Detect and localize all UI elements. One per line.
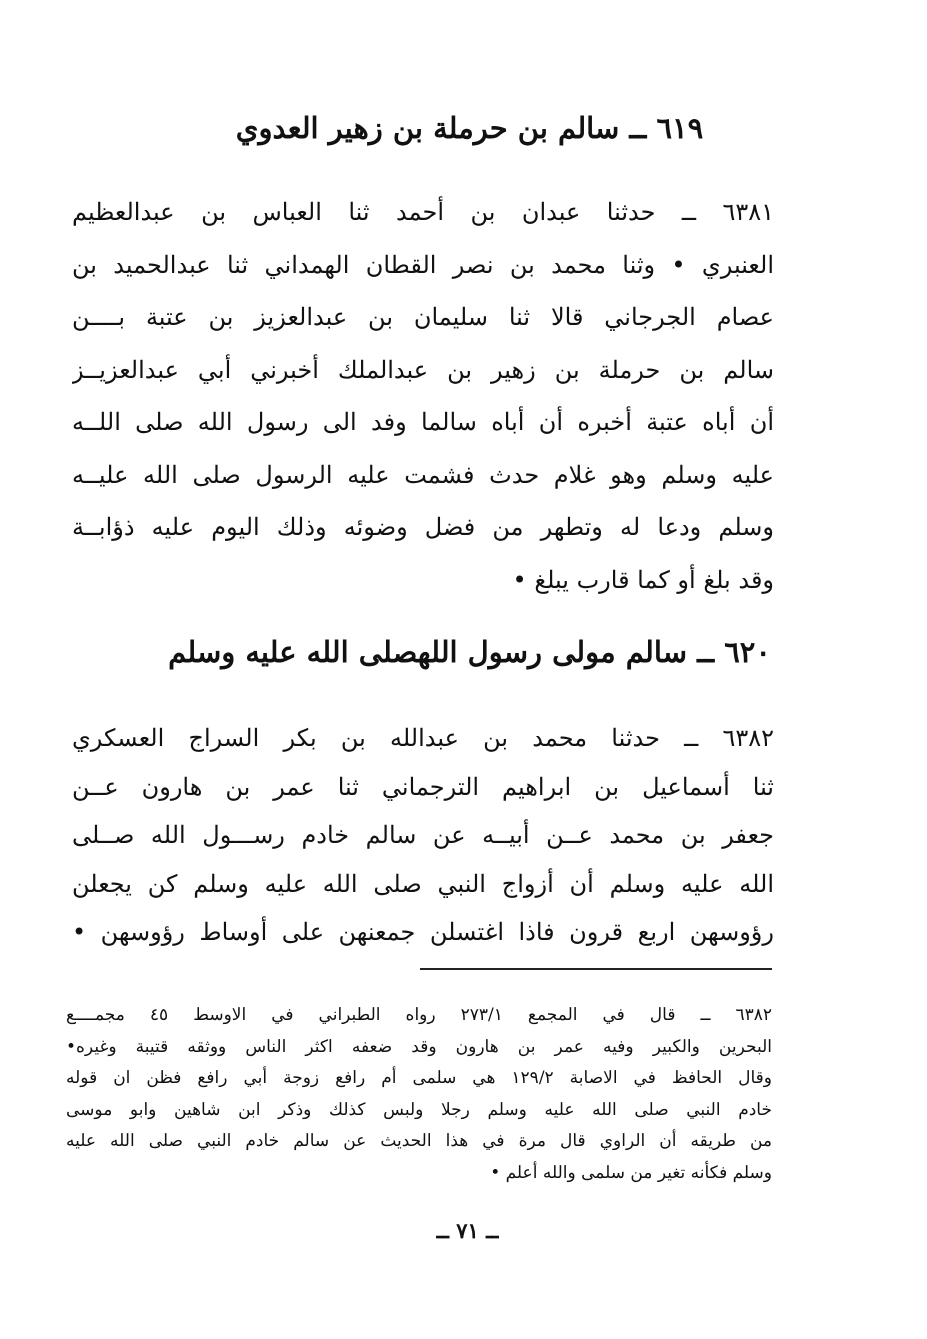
section-heading-619: ٦١٩ ــ سالم بن حرملة بن زهير العدوي [235, 111, 704, 145]
text-line: ثنا أسماعيل بن ابراهيم الترجماني ثنا عمر بن هارون عــن [72, 772, 774, 801]
text-line: عليه وسلم وهو غلام حدث فشمت عليه الرسول صلى الله عليــه [72, 460, 774, 489]
text-line: العنبري • وثنا محمد بن نصر القطان الهمداني ثنا عبدالحميد بن [72, 250, 774, 279]
hadith-6381-text [72, 186, 774, 606]
text-line: وسلم ودعا له وتطهر من فضل وضوئه وذلك اليوم عليه ذؤابــة [72, 513, 774, 541]
text-line: عصام الجرجاني قالا ثنا سليمان بن عبدالعزيز بن عتبة بــــن [72, 303, 774, 331]
footnote-line: ٦٣٨٢ ــ قال في المجمع ٢٧٣/١ رواه الطبراني في الاوسط ٤٥ مجمــــع [66, 1005, 772, 1025]
text-line: سالم بن حرملة بن زهير بن عبدالملك أخبرني أبي عبدالعزيــز [72, 355, 774, 384]
text-line: جعفر بن محمد عــن أبيــه عن سالم خادم رســـول الله صــلى [72, 821, 774, 849]
section-heading-620: ٦٢٠ ــ سالم مولى رسول اللهصلى الله عليه وسلم [168, 635, 771, 669]
text-line: رؤوسهن اربع قرون فاذا اغتسلن جمعنهن على أوساط رؤوسهن • [72, 918, 774, 946]
text-line: ٦٣٨٢ ــ حدثنا محمد بن عبدالله بن بكر السراج العسكري [72, 724, 774, 752]
hadith-6382-text [72, 714, 774, 957]
text-line: أن أباه عتبة أخبره أن أباه سالما وفد الى رسول الله صلى اللــه [72, 408, 774, 436]
footnote-line: خادم النبي صلى الله عليه وسلم رجلا ولبس كذلك وذكر ابن شاهين وابو موسى [66, 1099, 772, 1120]
text-line: الله عليه وسلم أن أزواج النبي صلى الله عليه وسلم كن يجعلن [72, 869, 774, 898]
footnote-divider [420, 968, 772, 970]
footnote-line: البحرين والكبير وفيه عمر بن هارون وقد ضعفه اكثر الناس ووثقه قتيبة وغيره• [66, 1036, 772, 1057]
footnote-line: وقال الحافظ في الاصابة ١٢٩/٢ هي سلمى أم رافع زوجة أبي رافع فظن ان قوله [66, 1068, 772, 1088]
text-line: وقد بلغ أو كما قارب يبلغ • [512, 565, 774, 594]
footnotes [66, 1000, 772, 1189]
footnote-line: من طريقه أن الراوي قال مرة في هذا الحديث عن سالم خادم النبي صلى الله عليه [66, 1131, 772, 1151]
page-number: ــ ٧١ ــ [436, 1218, 499, 1243]
text-line: ٦٣٨١ ــ حدثنا عبدان بن أحمد ثنا العباس بن عبدالعظيم [72, 198, 774, 226]
footnote-line: وسلم فكأنه تغير من سلمى والله أعلم • [490, 1162, 772, 1183]
